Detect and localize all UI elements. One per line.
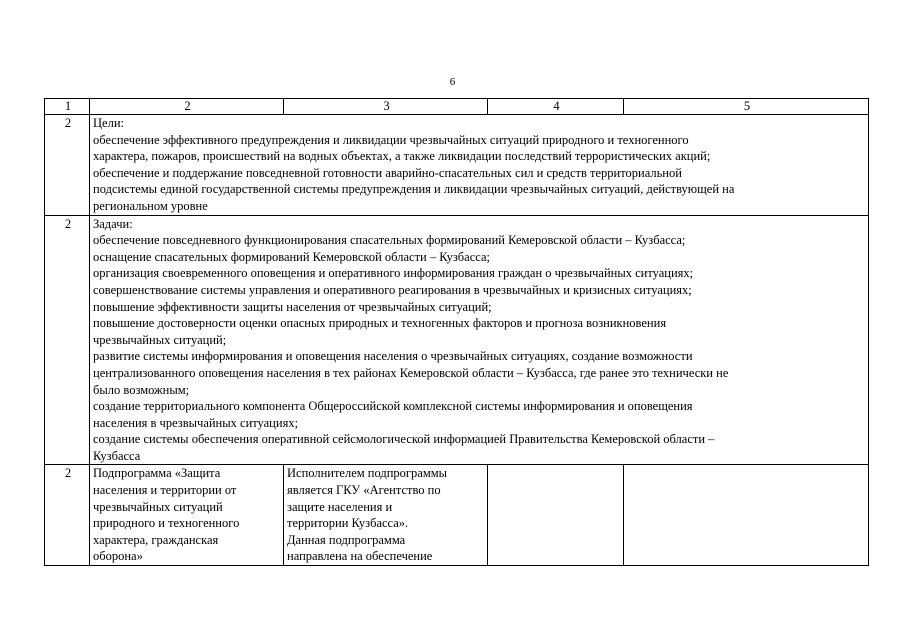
tasks-line: оснащение спасательных формирований Кемеровской области – Кузбасса; bbox=[93, 249, 490, 264]
tasks-line: создание территориального компонента Общероссийской комплексной системы информирования и оповещения bbox=[93, 399, 693, 414]
subprogram-name-line: характера, гражданская bbox=[93, 532, 219, 547]
subprogram-name-line: Подпрограмма «Защита bbox=[93, 466, 221, 481]
subprogram-description-line: территории Кузбасса». bbox=[287, 516, 409, 531]
subprogram-name-line: населения и территории от bbox=[93, 483, 237, 498]
column-number-4: 4 bbox=[488, 99, 624, 115]
tasks-line: Кузбасса bbox=[93, 448, 141, 463]
goals-line: Цели: bbox=[93, 116, 124, 130]
subprogram-name-line: оборона» bbox=[93, 549, 143, 564]
subprogram-name-cell bbox=[90, 465, 284, 566]
row-number: 2 bbox=[45, 465, 90, 566]
goals-line: характера, пожаров, происшествий на водных объектах, а также ликвидации последствий террористических акций; bbox=[93, 149, 711, 164]
subprogram-column-4-cell bbox=[488, 465, 624, 566]
subprogram-description-line: Данная подпрограмма bbox=[287, 532, 406, 547]
tasks-line: повышение достоверности оценки опасных природных и техногенных факторов и прогноза возникновения bbox=[93, 316, 667, 331]
tasks-line: обеспечение повседневного функционирования спасательных формирований Кемеровской области – Кузбасса; bbox=[93, 233, 686, 248]
column-number-2: 2 bbox=[90, 99, 284, 115]
column-number-3: 3 bbox=[284, 99, 488, 115]
goals-line: обеспечение эффективного предупреждения и ликвидации чрезвычайных ситуаций природного и техногенного bbox=[93, 132, 689, 147]
row-number: 2 bbox=[45, 215, 90, 465]
table-header-row bbox=[45, 99, 869, 115]
subprogram-name-line: природного и техногенного bbox=[93, 516, 240, 531]
tasks-line: повышение эффективности защиты населения от чрезвычайных ситуаций; bbox=[93, 299, 492, 314]
subprogram-column-5-cell bbox=[624, 465, 869, 566]
subprogram-description-line: защите населения и bbox=[287, 499, 393, 514]
tasks-line: централизованного оповещения населения в тех районах Кемеровской области – Кузбасса, где ранее это технически не bbox=[93, 365, 729, 380]
subprogram-row bbox=[45, 465, 869, 566]
column-number-5: 5 bbox=[624, 99, 869, 115]
subprogram-description-line: направлена на обеспечение bbox=[287, 549, 433, 564]
row-number: 2 bbox=[45, 115, 90, 216]
tasks-line: населения в чрезвычайных ситуациях; bbox=[93, 415, 299, 430]
subprogram-description-line: Исполнителем подпрограммы bbox=[287, 466, 448, 481]
page-number: 6 bbox=[449, 76, 456, 88]
tasks-line: Задачи: bbox=[93, 216, 133, 231]
column-number-1: 1 bbox=[45, 99, 90, 115]
tasks-line: создание системы обеспечения оперативной сейсмологической информацией Правительства Кемеровской области – bbox=[93, 432, 715, 447]
goals-line: региональном уровне bbox=[93, 198, 208, 213]
tasks-line: организация своевременного оповещения и оперативного информирования граждан о чрезвычайных ситуациях; bbox=[93, 266, 694, 281]
tasks-line: было возможным; bbox=[93, 382, 190, 397]
tasks-text bbox=[90, 215, 869, 465]
tasks-line: развитие системы информирования и оповещения населения о чрезвычайных ситуациях, создание возможности bbox=[93, 349, 693, 364]
tasks-line: совершенствование системы управления и оперативного реагирования в чрезвычайных и кризисных ситуациях; bbox=[93, 282, 692, 297]
goals-line: подсистемы единой государственной системы предупреждения и ликвидации чрезвычайных ситуаций, действующей на bbox=[93, 182, 735, 197]
goals-row bbox=[45, 115, 869, 216]
tasks-row bbox=[45, 215, 869, 465]
subprogram-description-cell bbox=[284, 465, 488, 566]
goals-line: обеспечение и поддержание повседневной готовности аварийно-спасательных сил и средств территориальной bbox=[93, 165, 682, 180]
tasks-line: чрезвычайных ситуаций; bbox=[93, 332, 227, 347]
program-table bbox=[44, 98, 869, 566]
subprogram-name-line: чрезвычайных ситуаций bbox=[93, 499, 223, 514]
subprogram-description-line: является ГКУ «Агентство по bbox=[287, 483, 441, 498]
goals-text bbox=[90, 115, 869, 216]
